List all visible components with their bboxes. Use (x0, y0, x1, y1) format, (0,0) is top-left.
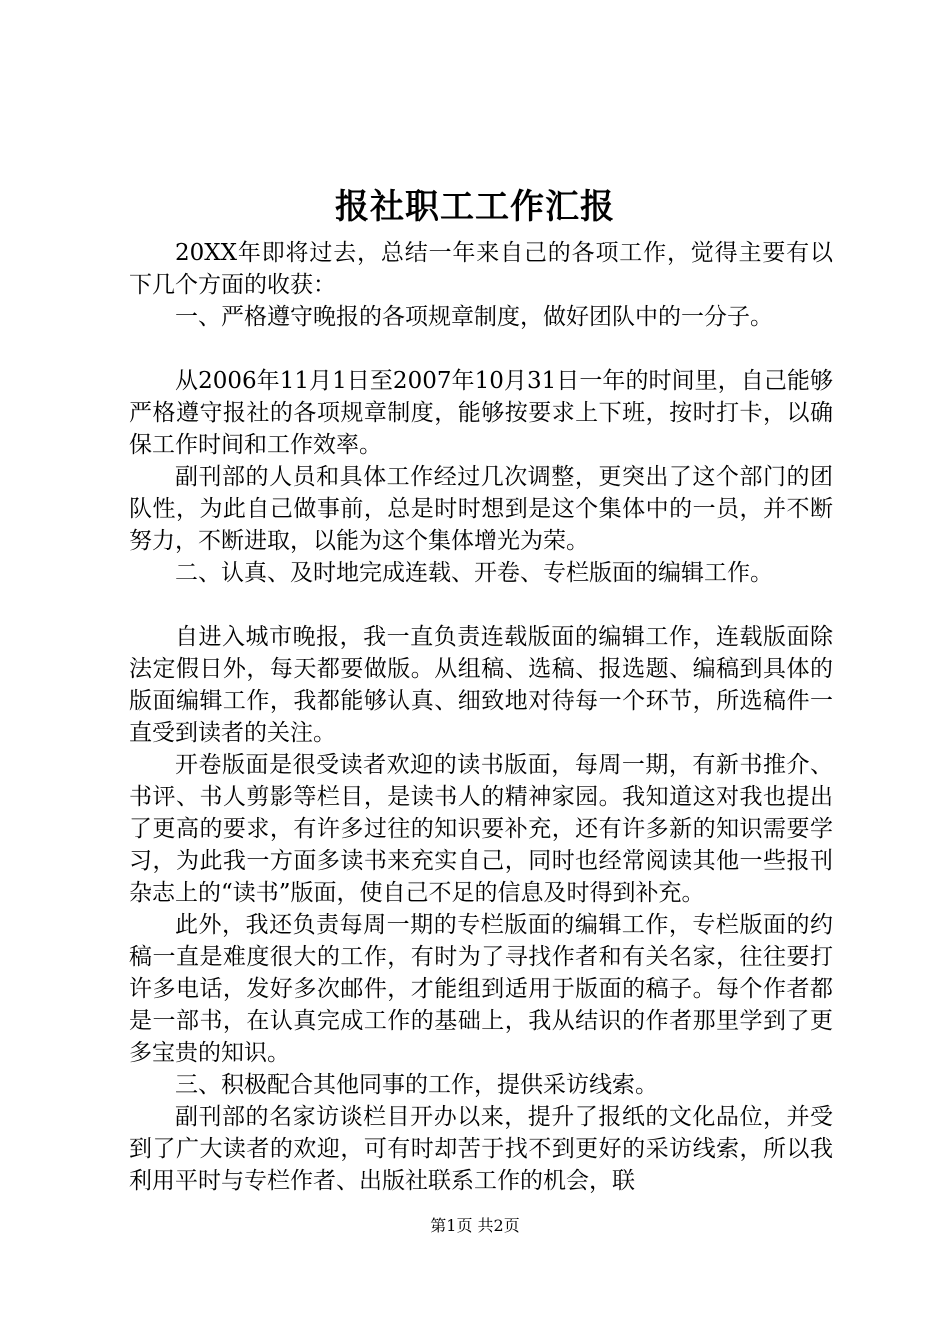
section-heading-1: 一、严格遵守晚报的各项规章制度，做好团队中的一分子。 (175, 304, 773, 330)
paragraph: 开卷版面是很受读者欢迎的读书版面，每周一期，有新书推介、书评、书人剪影等栏目，是读书人的精神家园。我知道这对我也提出了更高的要求，有许多过往的知识要补充，还有许多新的知识需要学习，为此我一方面多读书来充实自己，同时也经常阅读其他一些报刊杂志上的“读书”版面，使自己不足的信息及时得到补充。 (129, 752, 833, 906)
paragraph: 自进入城市晚报，我一直负责连载版面的编辑工作，连载版面除法定假日外，每天都要做版。从组稿、选稿、报选题、编稿到具体的版面编辑工作，我都能够认真、细致地对待每一个环节，所选稿件一直受到读者的关注。 (129, 624, 833, 746)
paragraph-intro: 20XX年即将过去，总结一年来自己的各项工作，觉得主要有以下几个方面的收获： (129, 240, 833, 298)
page-number-footer: 第1页 共2页 (430, 1216, 520, 1235)
section-heading-3: 三、积极配合其他同事的工作，提供采访线索。 (175, 1072, 658, 1098)
paragraph: 从2006年11月1日至2007年10月31日一年的时间里，自己能够严格遵守报社的各项规章制度，能够按要求上下班，按时打卡，以确保工作时间和工作效率。 (129, 368, 833, 458)
document-title: 报社职工工作汇报 (335, 187, 615, 227)
paragraph: 副刊部的名家访谈栏目开办以来，提升了报纸的文化品位，并受到了广大读者的欢迎，可有时却苦于找不到更好的采访线索，所以我利用平时与专栏作者、出版社联系工作的机会，联 (129, 1104, 833, 1194)
section-heading-2: 二、认真、及时地完成连载、开卷、专栏版面的编辑工作。 (175, 560, 773, 586)
document-body (129, 237, 833, 1197)
paragraph: 副刊部的人员和具体工作经过几次调整，更突出了这个部门的团队性，为此自己做事前，总是时时想到是这个集体中的一员，并不断努力，不断进取，以能为这个集体增光为荣。 (129, 464, 833, 554)
paragraph: 此外，我还负责每周一期的专栏版面的编辑工作，专栏版面的约稿一直是难度很大的工作，有时为了寻找作者和有关名家，往往要打许多电话，发好多次邮件，才能组到适用于版面的稿子。每个作者都是一部书，在认真完成工作的基础上，我从结识的作者那里学到了更多宝贵的知识。 (129, 912, 833, 1066)
